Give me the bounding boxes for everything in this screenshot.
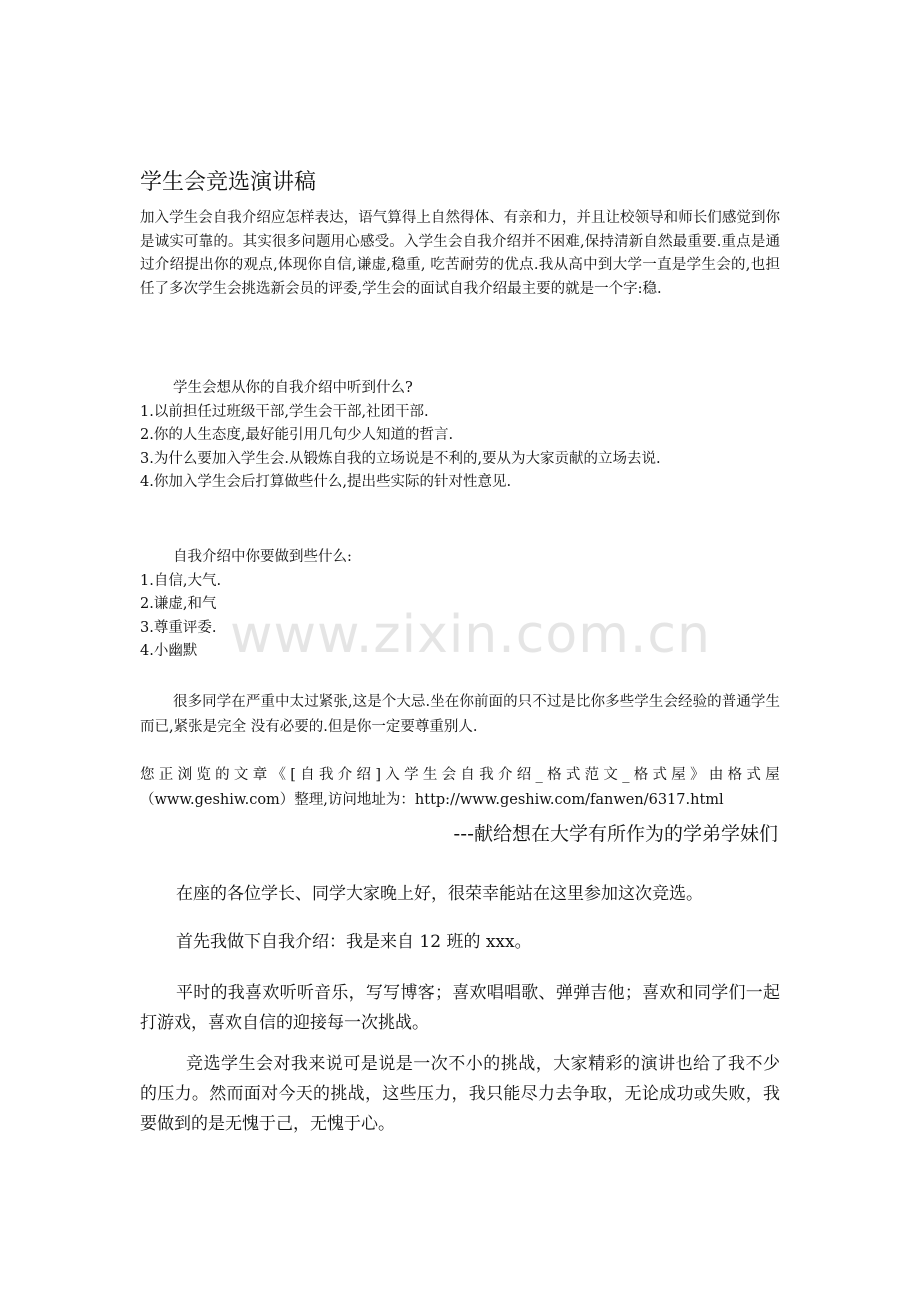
source-char: 自 xyxy=(460,767,475,783)
list-item: 4.你加入学生会后打算做些什么,提出些实际的针对性意见. xyxy=(140,474,512,490)
source-char: 格 xyxy=(547,767,562,783)
speech-paragraph-greeting: 在座的各位学长、同学大家晚上好，很荣幸能站在这里参加这次竞选。 xyxy=(176,884,703,904)
source-char: 《 xyxy=(271,767,286,783)
question-block-expectations xyxy=(140,377,780,495)
source-char: 生 xyxy=(422,767,438,783)
list-item: 4.小幽默 xyxy=(140,643,198,659)
question-block-goals xyxy=(140,546,780,664)
speech-paragraph-challenge: 竞选学生会对我来说可是说是一次不小的挑战，大家精彩的演讲也给了我不少的压力。然而面对今天的挑战，这些压力，我只能尽力去争取，无论成功或失败，我要做到的是无愧于己，无愧于心。 xyxy=(140,1054,780,1134)
list-item: 2.谦虚,和气 xyxy=(140,596,217,612)
source-char: 屋 xyxy=(765,767,780,783)
source-char: 正 xyxy=(158,767,174,783)
speech-paragraph-introduction: 首先我做下自我介绍：我是来自 12 班的 xxx。 xyxy=(176,932,532,952)
list-item: 3.为什么要加入学生会.从锻炼自我的立场说是不利的,要从为大家贡献的立场去说. xyxy=(140,450,661,467)
list-item: 1.以前担任过班级干部,学生会干部,社团干部. xyxy=(140,403,429,420)
source-note xyxy=(140,763,780,813)
speech-paragraph-hobbies: 平时的我喜欢听听音乐，写写博客；喜欢唱唱歌、弹弹吉他；喜欢和同学们一起打游戏，喜欢自信的迎接每一次挑战。 xyxy=(140,983,780,1033)
source-char: 范 xyxy=(584,767,600,783)
source-char: ] xyxy=(375,767,381,783)
source-char: 学 xyxy=(404,767,419,783)
list-item: 2.你的人生态度,最好能引用几句少人知道的哲言. xyxy=(140,427,454,443)
source-char: 式 xyxy=(652,767,667,783)
source-char: 览 xyxy=(196,767,211,783)
source-char: 式 xyxy=(565,767,581,783)
dedication-heading: ---献给想在大学有所作为的学弟学妹们 xyxy=(453,823,778,845)
source-char: 的 xyxy=(215,767,230,783)
source-char: 我 xyxy=(479,767,494,783)
source-char: 章 xyxy=(252,767,268,783)
source-char: 文 xyxy=(603,767,618,783)
source-char: 您 xyxy=(140,767,155,783)
source-char: _ xyxy=(622,767,630,783)
source-char: 文 xyxy=(233,767,249,783)
list-item: 3.尊重评委. xyxy=(140,619,217,636)
source-char: 自 xyxy=(300,767,315,783)
source-char: _ xyxy=(535,767,543,783)
list-item: 1.自信,大气. xyxy=(140,572,222,589)
question-heading: 学生会想从你的自我介绍中听到什么? xyxy=(173,380,413,396)
source-char: 浏 xyxy=(177,767,193,783)
source-line-1 xyxy=(140,763,780,788)
intro-paragraph: 加入学生会自我介绍应怎样表达，语气算得上自然得体、有亲和力，并且让校领导和师长们感觉到你是诚实可靠的。其实很多问题用心感受。入学生会自我介绍并不困难,保持清新自然最重要.重点是通过介绍提出你的观点,体现你自信,谦虚,稳重, 吃苦耐劳的优点.我从高中到大学一直是学生会的,也担任了多次学生会挑选新会员的评委,学生会的面试自我介绍最主要的就是一个字:稳. xyxy=(140,210,780,297)
watermark: www.zixin.com.cn xyxy=(230,605,711,665)
source-char: 我 xyxy=(318,767,334,783)
source-char: 格 xyxy=(633,767,649,783)
page-title: 学生会竞选演讲稿 xyxy=(140,170,317,195)
source-char: 由 xyxy=(708,767,724,783)
advice-paragraph: 很多同学在严重中太过紧张,这是个大忌.坐在你前面的只不过是比你多些学生会经验的普通学生而已,紧张是完全 没有必要的.但是你一定要尊重别人. xyxy=(140,694,780,735)
source-char: 绍 xyxy=(356,767,372,783)
source-char: 》 xyxy=(690,767,705,783)
source-char: 介 xyxy=(497,767,513,783)
source-char: 式 xyxy=(746,767,761,783)
source-char: 会 xyxy=(441,767,457,783)
source-char: 屋 xyxy=(671,767,686,783)
source-char: 介 xyxy=(337,767,353,783)
source-line-2: （www.geshiw.com）整理,访问地址为：http://www.geshiw.com/fanwen/6317.html xyxy=(140,792,724,808)
source-char: 入 xyxy=(385,767,400,783)
question-heading: 自我介绍中你要做到些什么: xyxy=(173,549,352,565)
source-char: 格 xyxy=(727,767,743,783)
source-char: [ xyxy=(290,767,296,783)
source-char: 绍 xyxy=(516,767,532,783)
